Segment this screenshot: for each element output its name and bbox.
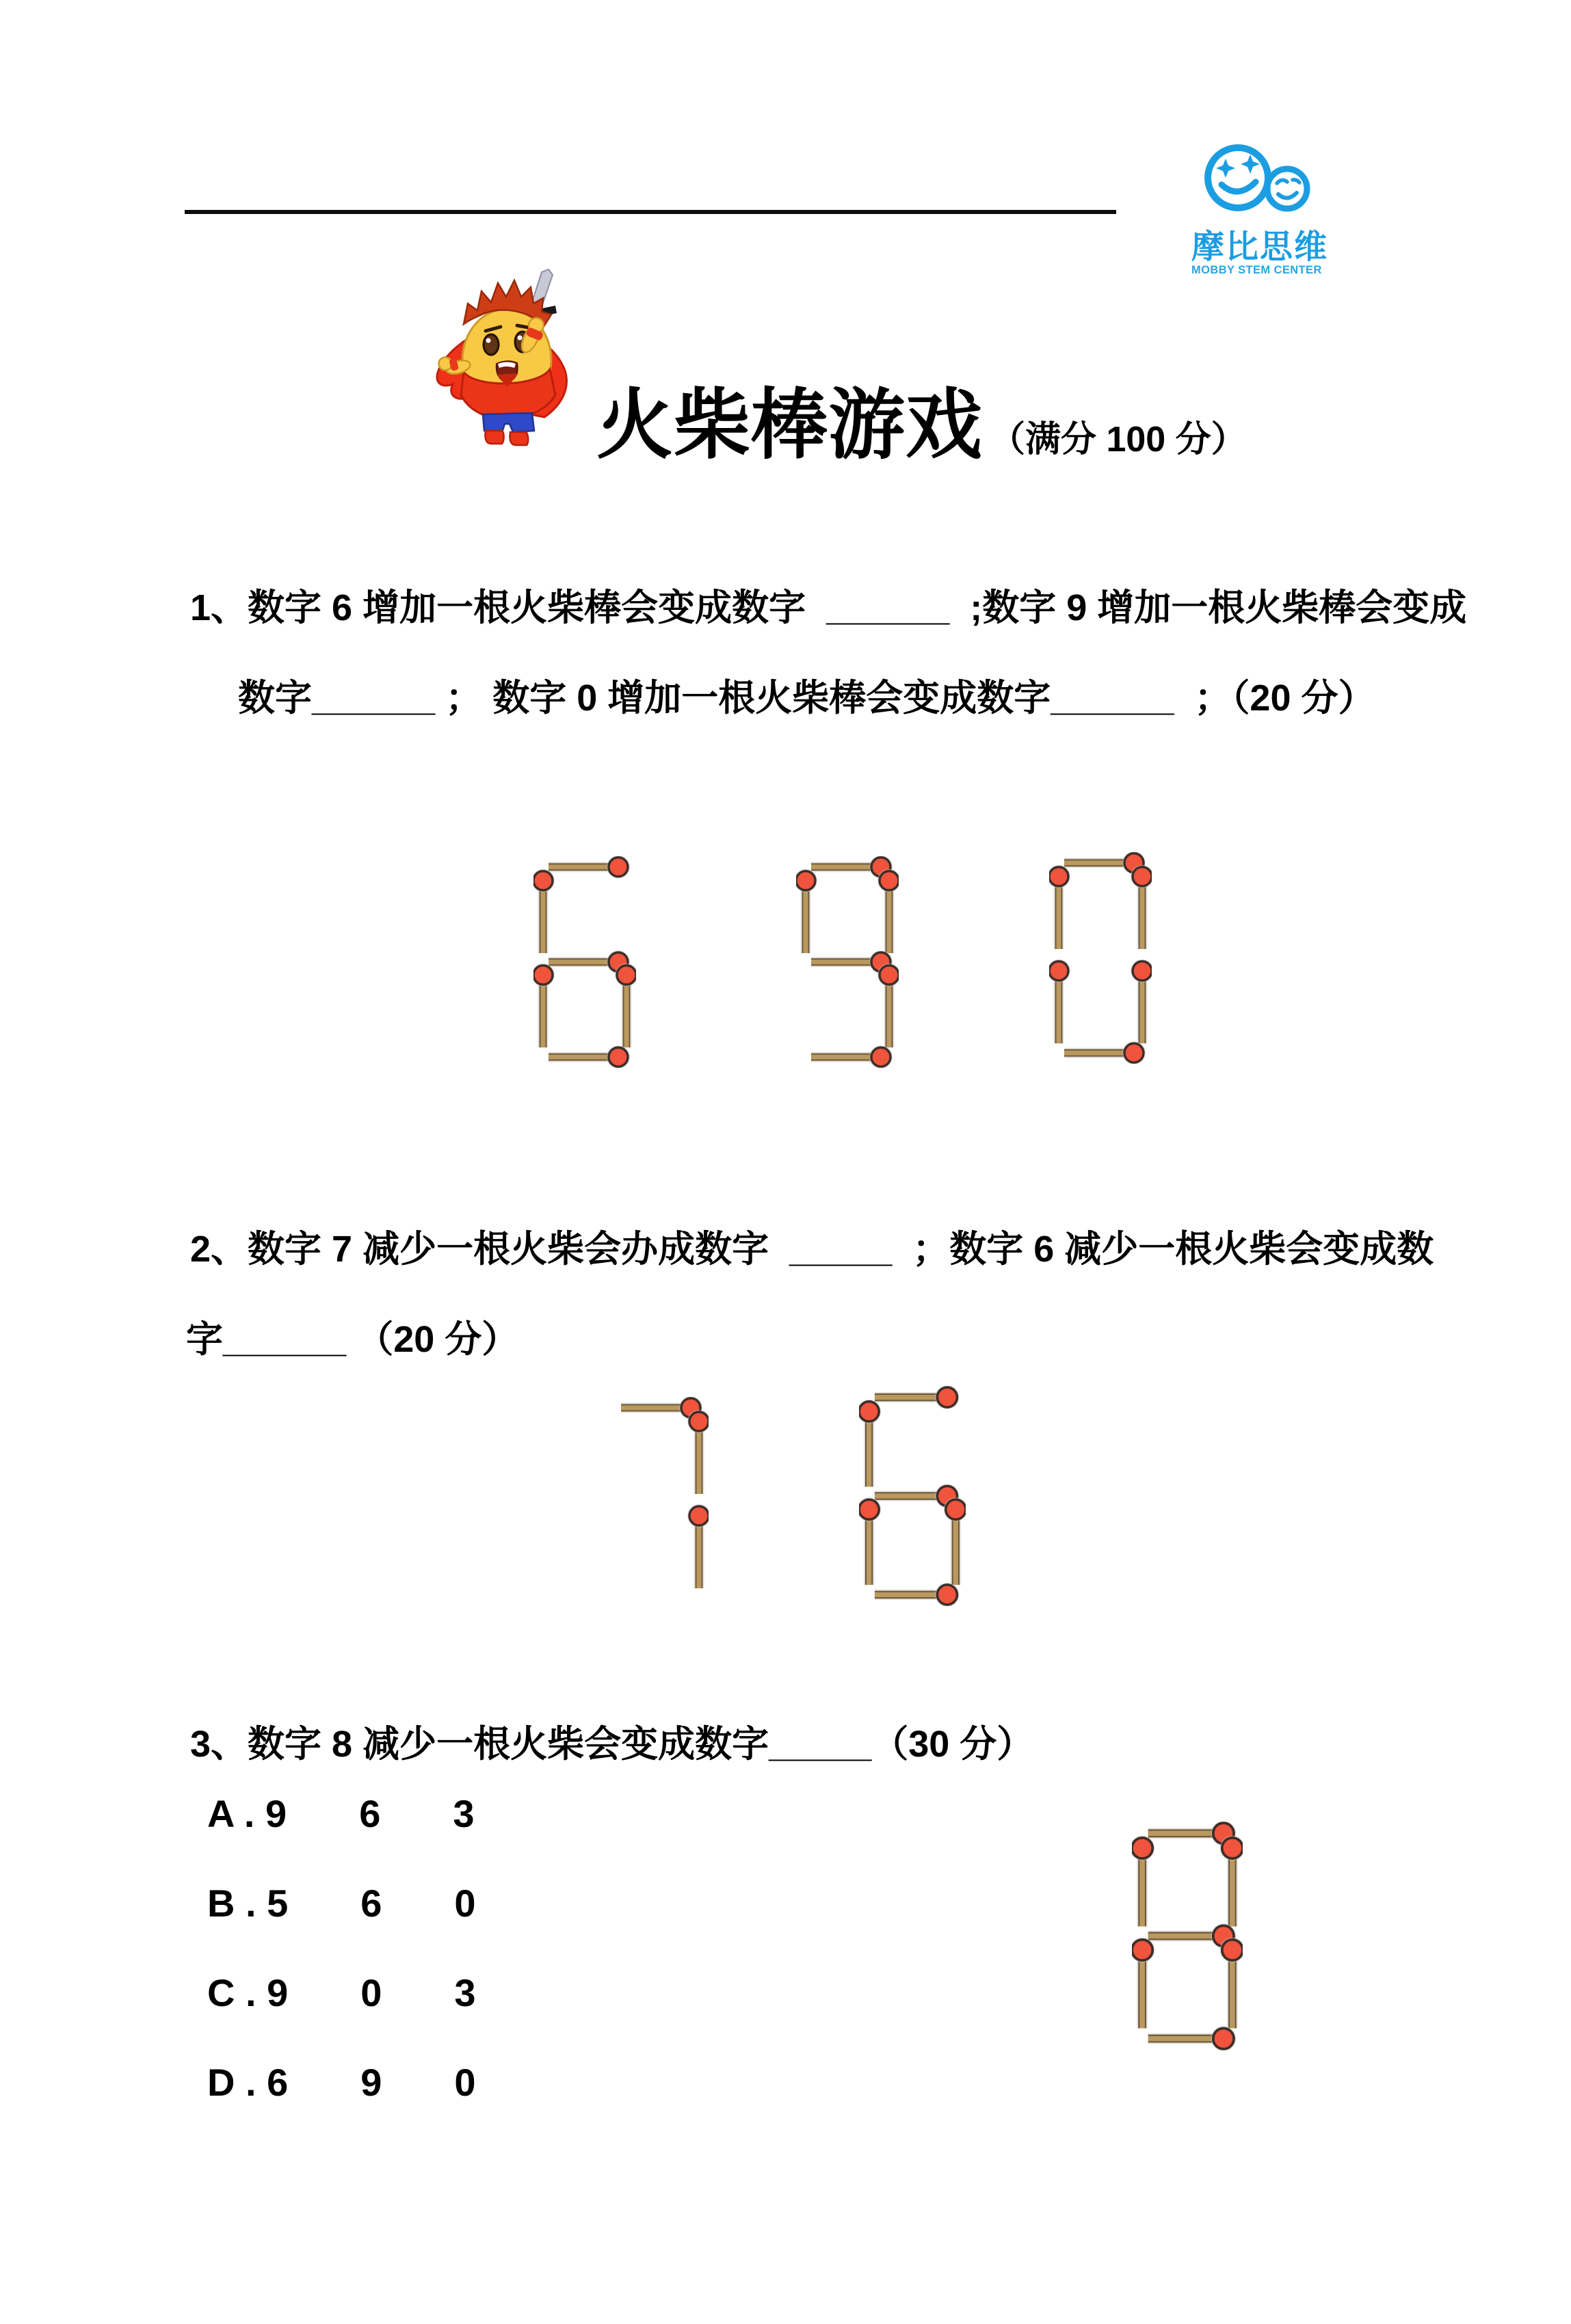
- matchstick-digit-9: [796, 856, 899, 1071]
- matchstick-digit-6: [533, 856, 636, 1071]
- question-1-line-2: 数字______ ； 数字 0 增加一根火柴棒会变成数字______ ；（20 分）: [238, 678, 1375, 719]
- mascot-boot-right: [510, 432, 528, 445]
- mascot-eye-left: [484, 334, 499, 355]
- logo-chinese-name: 摩比思维: [1191, 229, 1329, 265]
- question-3-line-1: 3、数字 8 减少一根火柴会变成数字_____（30 分）: [190, 1724, 1034, 1765]
- mobby-logo: [1191, 141, 1328, 286]
- option-d-label: D . 6: [207, 2061, 289, 2104]
- matchstick-digit-7: [606, 1397, 709, 1612]
- option-d-value-2: 9: [360, 2061, 382, 2104]
- matchstick-digit-0: [1049, 852, 1152, 1067]
- header-divider-line: [185, 210, 1116, 214]
- option-a-value-2: 6: [359, 1792, 381, 1835]
- smiley-faces-icon: [1202, 142, 1325, 217]
- option-a-label: A . 9: [207, 1792, 287, 1835]
- option-c-value-2: 0: [360, 1971, 382, 2014]
- page-title: [596, 364, 1247, 474]
- option-c-label: C . 9: [207, 1971, 289, 2014]
- logo-english-name: MOBBY STEM CENTER: [1191, 264, 1322, 276]
- mascot-shorts: [483, 413, 534, 432]
- matchstick-digit-6-second: [859, 1386, 966, 1610]
- mascot-boot-left: [485, 431, 503, 444]
- option-a-row: [207, 1791, 475, 1836]
- option-a-value-3: 3: [453, 1792, 475, 1835]
- option-d-value-3: 0: [454, 2061, 476, 2104]
- question-1-line-1: 1、数字 6 增加一根火柴棒会变成数字 ______ ;数字 9 增加一根火柴棒会变成: [190, 587, 1467, 628]
- page-title-score-note: （满分 100 分）: [990, 420, 1247, 459]
- mascot-illustration: [428, 268, 587, 447]
- option-c-row: [207, 1971, 476, 2015]
- page-title-main: 火柴棒游戏: [596, 382, 983, 468]
- question-2-line-2: 字______ （20 分）: [186, 1319, 519, 1360]
- question-2-line-1: 2、数字 7 减少一根火柴会办成数字 _____ ；数字 6 减少一根火柴会变成数: [190, 1229, 1434, 1270]
- option-b-label: B . 5: [207, 1882, 289, 1925]
- option-b-row: [207, 1881, 476, 1925]
- option-d-row: [207, 2060, 476, 2105]
- option-b-value-2: 6: [360, 1882, 382, 1925]
- option-c-value-3: 3: [454, 1971, 476, 2014]
- matchstick-digit-8: [1132, 1821, 1243, 2054]
- option-b-value-3: 0: [454, 1882, 476, 1925]
